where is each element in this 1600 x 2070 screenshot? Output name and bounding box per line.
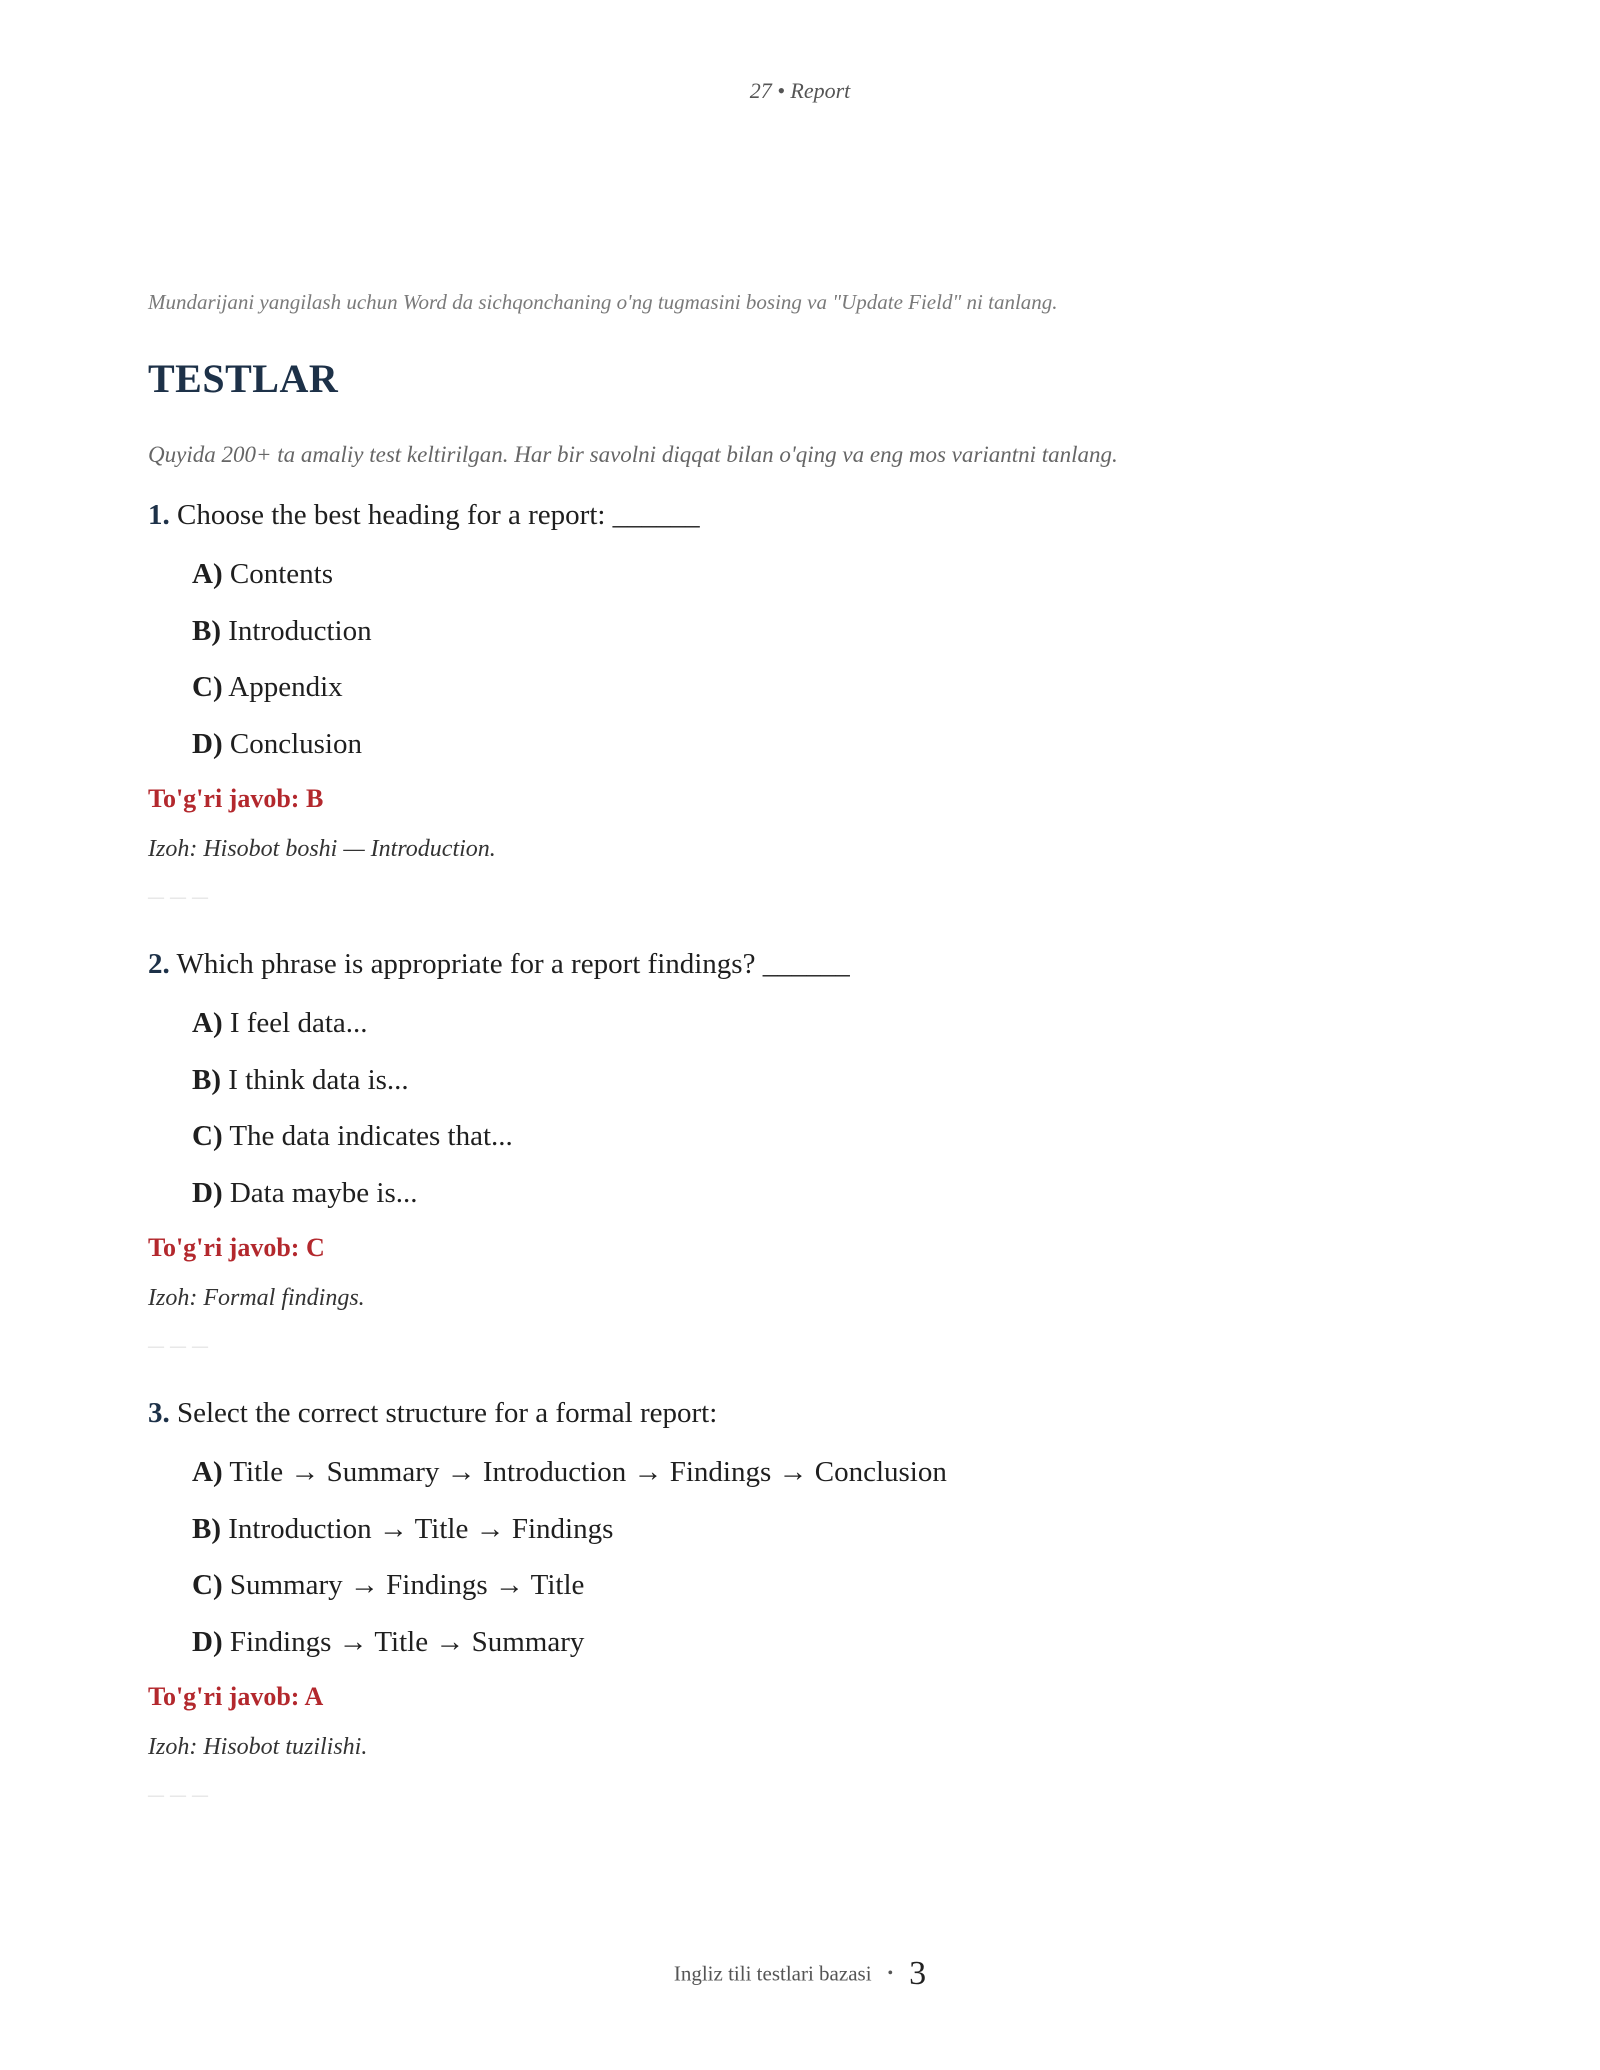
option-d bbox=[192, 1176, 1448, 1211]
option-letter: D) bbox=[192, 728, 223, 761]
option-list bbox=[148, 1455, 1448, 1660]
footer-title: Ingliz tili testlari bazasi bbox=[673, 1961, 872, 1986]
option-letter: B) bbox=[192, 1512, 221, 1545]
option-text: The data indicates that... bbox=[229, 1120, 513, 1153]
option-letter: C) bbox=[192, 671, 223, 704]
answer-note: Izoh: Hisobot boshi — Introduction. bbox=[148, 835, 496, 862]
option-b bbox=[192, 614, 1448, 649]
question-prompt: Choose the best heading for a report: ______ bbox=[177, 499, 700, 531]
option-letter: D) bbox=[192, 1177, 223, 1210]
question-3 bbox=[148, 1396, 1448, 1805]
option-letter: B) bbox=[192, 614, 221, 647]
option-b bbox=[192, 1512, 1448, 1547]
question-text bbox=[148, 498, 1448, 533]
footer-bullet: • bbox=[887, 1965, 894, 1982]
option-c bbox=[192, 1568, 1448, 1603]
option-c bbox=[192, 1119, 1448, 1154]
option-text: Conclusion bbox=[229, 728, 362, 761]
question-text bbox=[148, 947, 1448, 982]
question-prompt: Which phrase is appropriate for a report findings? ______ bbox=[176, 947, 850, 980]
option-text: I think data is... bbox=[228, 1063, 409, 1096]
option-d bbox=[192, 727, 1448, 762]
option-letter: A) bbox=[192, 1455, 223, 1488]
page-number: 3 bbox=[909, 1955, 927, 1992]
option-letter: C) bbox=[192, 1120, 223, 1153]
option-a bbox=[192, 557, 1448, 592]
option-d bbox=[192, 1625, 1448, 1660]
option-letter: D) bbox=[192, 1626, 223, 1659]
option-a bbox=[192, 1006, 1448, 1041]
option-text: Introduction → Title → Findings bbox=[228, 1512, 614, 1545]
question-number: 1. bbox=[148, 499, 170, 531]
option-text: Introduction bbox=[228, 614, 372, 647]
option-letter: A) bbox=[192, 1006, 223, 1039]
option-list bbox=[148, 557, 1448, 762]
answer-note: Izoh: Hisobot tuzilishi. bbox=[148, 1733, 368, 1760]
option-text: I feel data... bbox=[229, 1006, 368, 1039]
question-separator: — — — bbox=[148, 888, 209, 906]
option-text: Title → Summary → Introduction → Findings → Conclusion bbox=[229, 1455, 947, 1488]
option-text: Data maybe is... bbox=[229, 1177, 418, 1210]
correct-answer: To'g'ri javob: B bbox=[148, 783, 324, 813]
option-text: Appendix bbox=[228, 671, 343, 704]
option-letter: C) bbox=[192, 1569, 223, 1602]
page-content bbox=[148, 290, 1448, 1845]
page-footer bbox=[0, 1955, 1600, 1993]
question-number: 3. bbox=[148, 1396, 170, 1429]
question-text bbox=[148, 1396, 1448, 1431]
question-prompt: Select the correct structure for a formal report: bbox=[177, 1396, 718, 1429]
question-number: 2. bbox=[148, 947, 170, 980]
running-header: 27 • Report bbox=[749, 78, 851, 103]
question-separator: — — — bbox=[148, 1337, 209, 1355]
toc-update-note: Mundarijani yangilash uchun Word da sichqonchaning o'ng tugmasini bosing va "Update Field" ni tanlang. bbox=[148, 290, 1058, 314]
question-2 bbox=[148, 947, 1448, 1356]
question-1 bbox=[148, 498, 1448, 907]
option-text: Summary → Findings → Title bbox=[229, 1569, 585, 1602]
answer-note: Izoh: Formal findings. bbox=[148, 1284, 365, 1311]
option-text: Findings → Title → Summary bbox=[229, 1626, 585, 1659]
option-a bbox=[192, 1455, 1448, 1490]
option-list bbox=[148, 1006, 1448, 1211]
option-letter: B) bbox=[192, 1063, 221, 1096]
option-text: Contents bbox=[229, 557, 333, 590]
option-b bbox=[192, 1063, 1448, 1098]
correct-answer: To'g'ri javob: C bbox=[148, 1232, 325, 1262]
section-intro: Quyida 200+ ta amaliy test keltirilgan. Har bir savolni diqqat bilan o'qing va eng mos variantni tanlang. bbox=[148, 442, 1118, 467]
section-title: TESTLAR bbox=[148, 356, 339, 401]
correct-answer: To'g'ri javob: A bbox=[148, 1681, 324, 1711]
question-separator: — — — bbox=[148, 1786, 209, 1804]
option-letter: A) bbox=[192, 557, 223, 590]
option-c bbox=[192, 670, 1448, 705]
